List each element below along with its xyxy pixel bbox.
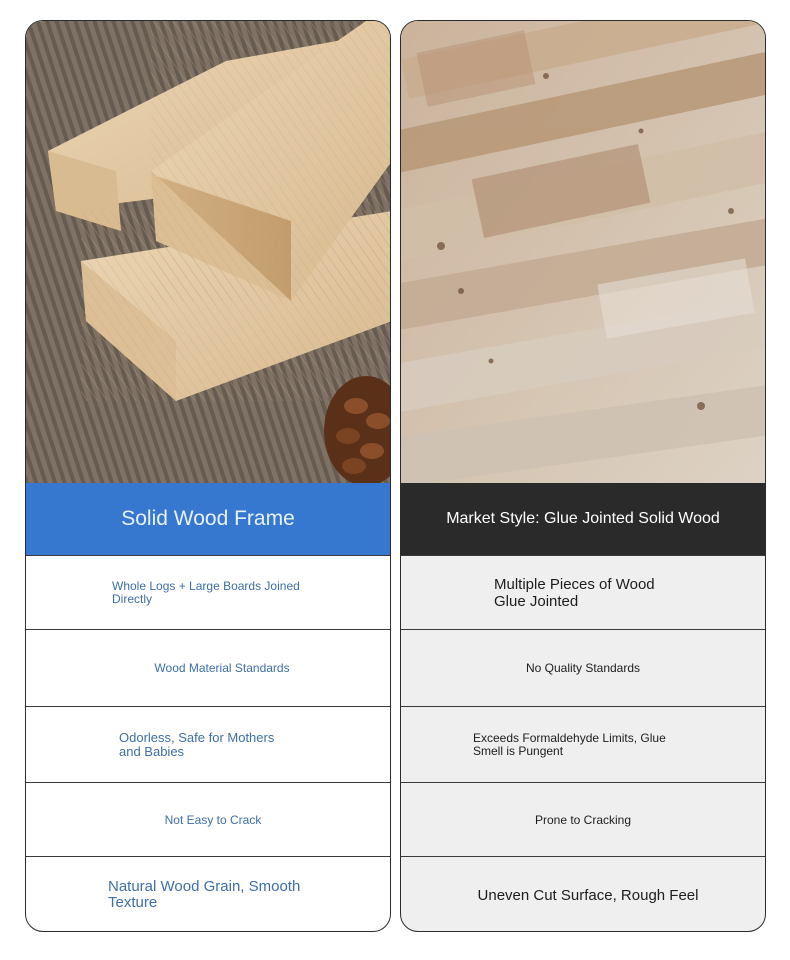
right-feature-1: Multiple Pieces of Wood Glue Jointed [494,575,655,610]
solid-wood-card [25,20,391,932]
right-feature-5: Uneven Cut Surface, Rough Feel [477,886,699,904]
glue-jointed-photo [401,21,765,483]
left-row-4 [26,782,390,856]
glue-jointed-card [400,20,766,932]
left-feature-3: Odorless, Safe for Mothers and Babies [119,729,275,759]
right-feature-4: Prone to Cracking [534,812,632,827]
left-feature-4: Not Easy to Crack [164,812,262,827]
left-feature-2: Wood Material Standards [154,661,290,675]
left-row-2 [26,629,390,706]
left-feature-5: Natural Wood Grain, Smooth Texture [108,878,301,911]
right-feature-2: No Quality Standards [525,661,641,675]
right-row-3 [401,706,765,782]
solid-wood-title: Solid Wood Frame [26,483,390,555]
right-row-1 [401,555,765,629]
left-row-5 [26,856,390,932]
right-feature-3: Exceeds Formaldehyde Limits, Glue Smell is Pungent [473,730,666,758]
right-row-5 [401,856,765,932]
solid-wood-photo [26,21,390,483]
left-feature-1: Whole Logs + Large Boards Joined Directly [112,578,300,606]
left-row-3 [26,706,390,782]
glue-jointed-title: Market Style: Glue Jointed Solid Wood [401,483,765,555]
right-row-2 [401,629,765,706]
right-row-4 [401,782,765,856]
left-row-1 [26,555,390,629]
